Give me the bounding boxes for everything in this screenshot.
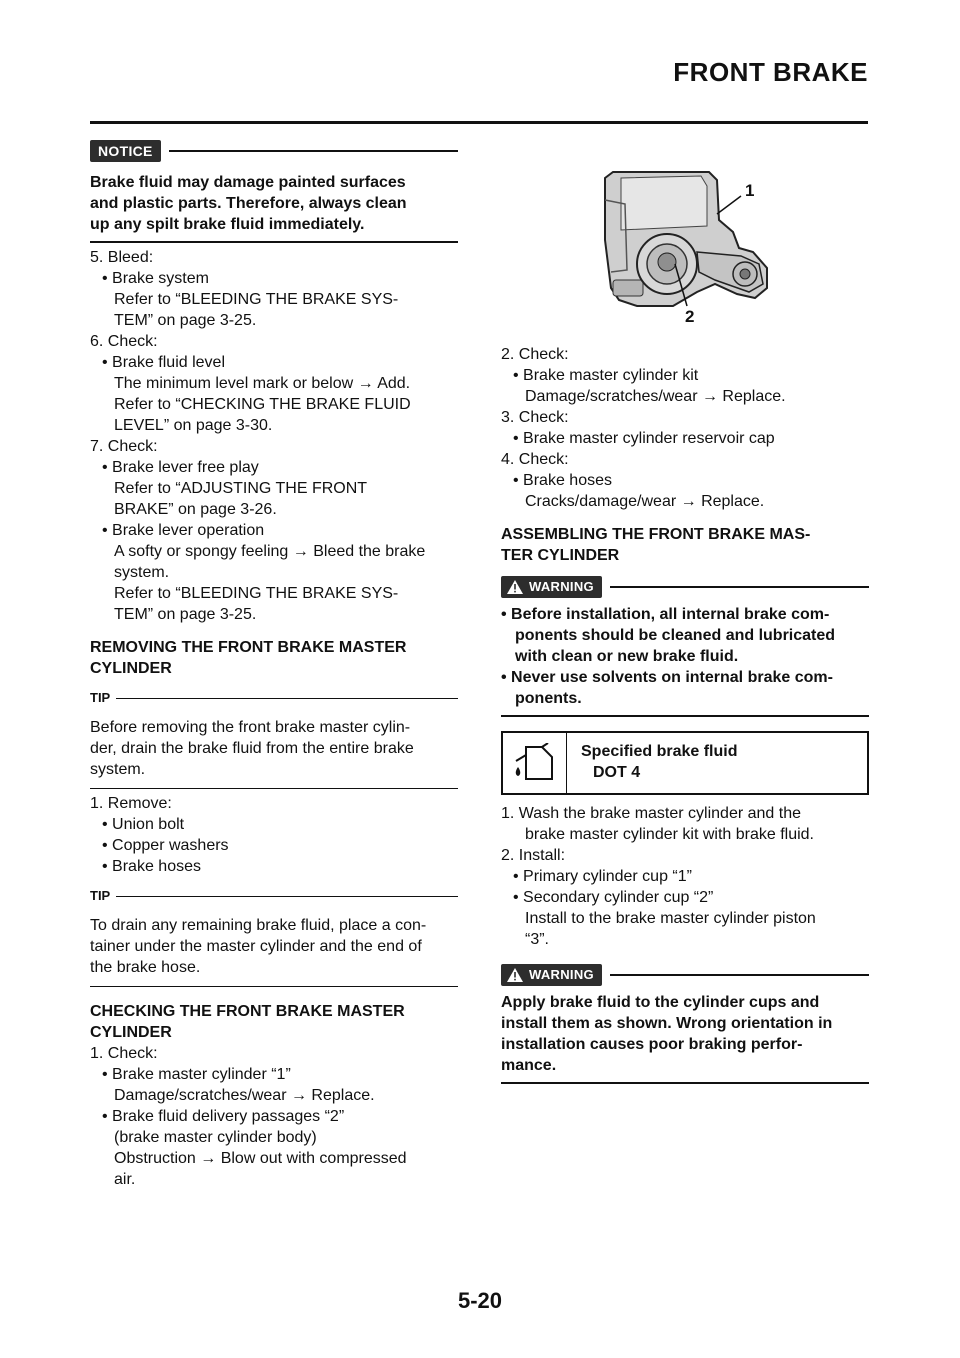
figure-callout-1: 1 xyxy=(745,181,755,200)
section-heading-checking xyxy=(90,1001,458,1043)
tip-header xyxy=(90,687,458,709)
remove-item: • Union bolt xyxy=(102,816,185,833)
right-column xyxy=(501,160,869,1084)
warning-line: • Before installation, all internal brake com- xyxy=(501,606,830,623)
check-1-title: 1. Check: xyxy=(90,1045,158,1062)
tip-line-text: der, drain the brake fluid from the entire brake xyxy=(90,740,414,757)
warning-header xyxy=(501,962,869,988)
heading-line: CYLINDER xyxy=(90,1024,172,1041)
notice-end-rule xyxy=(90,241,458,243)
notice-header xyxy=(90,138,458,164)
checks-2-4 xyxy=(501,344,869,512)
notice-rule xyxy=(169,150,458,152)
page-header-title: FRONT BRAKE xyxy=(673,57,868,87)
notice-text xyxy=(90,172,458,235)
warning-line: installation causes poor braking perfor- xyxy=(501,1036,803,1053)
check-4-item: • Brake hoses xyxy=(513,472,612,489)
step-5-item: • Brake system xyxy=(102,270,209,287)
check-2-item: • Brake master cylinder kit xyxy=(513,367,699,384)
check-3-item: • Brake master cylinder reservoir cap xyxy=(513,430,775,447)
warning-line: ponents should be cleaned and lubricated xyxy=(515,627,836,644)
step-7-ref: Refer to “ADJUSTING THE FRONT xyxy=(114,480,368,497)
check-4-text: Cracks/damage/wear → Replace. xyxy=(525,493,765,510)
tip-line-text: system. xyxy=(90,761,146,778)
step-6-ref: LEVEL” on page 3-30. xyxy=(114,417,273,434)
check-4: 4. Check: xyxy=(501,451,569,468)
master-cylinder-figure xyxy=(501,160,869,360)
step-6-text: The minimum level mark or below → Add. xyxy=(114,375,411,392)
warning-text xyxy=(501,992,869,1076)
check-1-item: • Brake master cylinder “1” xyxy=(102,1066,291,1083)
warning-text xyxy=(501,604,869,709)
step-6: 6. Check: xyxy=(90,333,158,350)
tip-line-text: Before removing the front brake master cylin- xyxy=(90,719,411,736)
warning-line: with clean or new brake fluid. xyxy=(515,648,739,665)
remove-step xyxy=(90,793,458,877)
master-cylinder-illustration xyxy=(501,160,869,330)
remove-item: • Brake hoses xyxy=(102,858,201,875)
header-rule xyxy=(90,121,868,124)
step-7: 7. Check: xyxy=(90,438,158,455)
step-7-ref: BRAKE” on page 3-26. xyxy=(114,501,277,518)
section-heading-removing xyxy=(90,637,458,679)
tip-rule xyxy=(116,698,458,699)
heading-line: CYLINDER xyxy=(90,660,172,677)
warning-line: install them as shown. Wrong orientation in xyxy=(501,1015,833,1032)
tip-text xyxy=(90,915,458,978)
warning-rule xyxy=(610,974,869,976)
step-7-ref: Refer to “BLEEDING THE BRAKE SYS- xyxy=(114,585,399,602)
step-5-ref: TEM” on page 3-25. xyxy=(114,312,257,329)
install-item: • Secondary cylinder cup “2” xyxy=(513,889,714,906)
step-6-item: • Brake fluid level xyxy=(102,354,225,371)
warning-end-rule xyxy=(501,715,869,717)
tip-label: TIP xyxy=(90,888,111,903)
tip-text xyxy=(90,717,458,780)
spec-title: Specified brake fluid xyxy=(581,743,738,760)
step-5-ref: Refer to “BLEEDING THE BRAKE SYS- xyxy=(114,291,399,308)
remove-step-title: 1. Remove: xyxy=(90,795,172,812)
warning-label: WARNING xyxy=(529,579,594,594)
notice-line: and plastic parts. Therefore, always clean xyxy=(90,195,407,212)
install-item: • Primary cylinder cup “1” xyxy=(513,868,692,885)
notice-line: Brake fluid may damage painted surfaces xyxy=(90,174,406,191)
section-heading-assembling xyxy=(501,524,869,566)
wash-step-cont: brake master cylinder kit with brake fluid. xyxy=(525,826,814,843)
check-1-text: Damage/scratches/wear → Replace. xyxy=(114,1087,375,1104)
steps-5-7 xyxy=(90,247,458,625)
check-1-item: • Brake fluid delivery passages “2” xyxy=(102,1108,345,1125)
tip-end-rule xyxy=(90,788,458,789)
remove-item: • Copper washers xyxy=(102,837,229,854)
notice-label: NOTICE xyxy=(90,140,161,162)
tip-line-text: the brake hose. xyxy=(90,959,201,976)
spec-content xyxy=(567,733,751,793)
check-1 xyxy=(90,1043,458,1190)
heading-line: TER CYLINDER xyxy=(501,547,620,564)
tip-header xyxy=(90,885,458,907)
install-text: Install to the brake master cylinder piston xyxy=(525,910,816,927)
warning-label-box xyxy=(501,576,602,598)
check-1-text: air. xyxy=(114,1171,136,1188)
figure-callout-2: 2 xyxy=(685,307,695,326)
install-text: “3”. xyxy=(525,931,549,948)
check-3: 3. Check: xyxy=(501,409,569,426)
warning-line: ponents. xyxy=(515,690,582,707)
fluid-can-icon xyxy=(512,743,558,783)
tip-end-rule xyxy=(90,986,458,987)
tip-line-text: tainer under the master cylinder and the end of xyxy=(90,938,422,955)
warning-header xyxy=(501,574,869,600)
check-1-text: Obstruction → Blow out with compressed xyxy=(114,1150,407,1167)
warning-label: WARNING xyxy=(529,967,594,982)
spec-value: DOT 4 xyxy=(593,764,641,781)
tip-label: TIP xyxy=(90,690,111,705)
step-7-text: A softy or spongy feeling → Bleed the brake xyxy=(114,543,426,560)
wash-step: 1. Wash the brake master cylinder and the xyxy=(501,805,801,822)
page-number: 5-20 xyxy=(457,1288,503,1313)
heading-line: REMOVING THE FRONT BRAKE MASTER xyxy=(90,639,407,656)
warning-triangle-icon xyxy=(507,968,523,982)
brake-fluid-can-icon xyxy=(503,733,567,793)
check-2-text: Damage/scratches/wear → Replace. xyxy=(525,388,786,405)
heading-line: ASSEMBLING THE FRONT BRAKE MAS- xyxy=(501,526,811,543)
step-7-item: • Brake lever operation xyxy=(102,522,265,539)
warning-end-rule xyxy=(501,1082,869,1084)
warning-label-box xyxy=(501,964,602,986)
step-7-item: • Brake lever free play xyxy=(102,459,259,476)
step-5: 5. Bleed: xyxy=(90,249,154,266)
install-step: 2. Install: xyxy=(501,847,566,864)
tip-rule xyxy=(116,896,458,897)
assembly-steps xyxy=(501,803,869,950)
warning-rule xyxy=(610,586,869,588)
check-1-text: (brake master cylinder body) xyxy=(114,1129,317,1146)
heading-line: CHECKING THE FRONT BRAKE MASTER xyxy=(90,1003,405,1020)
tip-line-text: To drain any remaining brake fluid, place a con- xyxy=(90,917,427,934)
step-6-ref: Refer to “CHECKING THE BRAKE FLUID xyxy=(114,396,411,413)
warning-triangle-icon xyxy=(507,580,523,594)
warning-line: mance. xyxy=(501,1057,557,1074)
warning-line: • Never use solvents on internal brake com- xyxy=(501,669,833,686)
spec-box xyxy=(501,731,869,795)
warning-line: Apply brake fluid to the cylinder cups and xyxy=(501,994,820,1011)
step-7-text: system. xyxy=(114,564,170,581)
left-column xyxy=(90,138,458,1190)
check-2: 2. Check: xyxy=(501,346,569,363)
notice-line: up any spilt brake fluid immediately. xyxy=(90,216,365,233)
step-7-ref: TEM” on page 3-25. xyxy=(114,606,257,623)
